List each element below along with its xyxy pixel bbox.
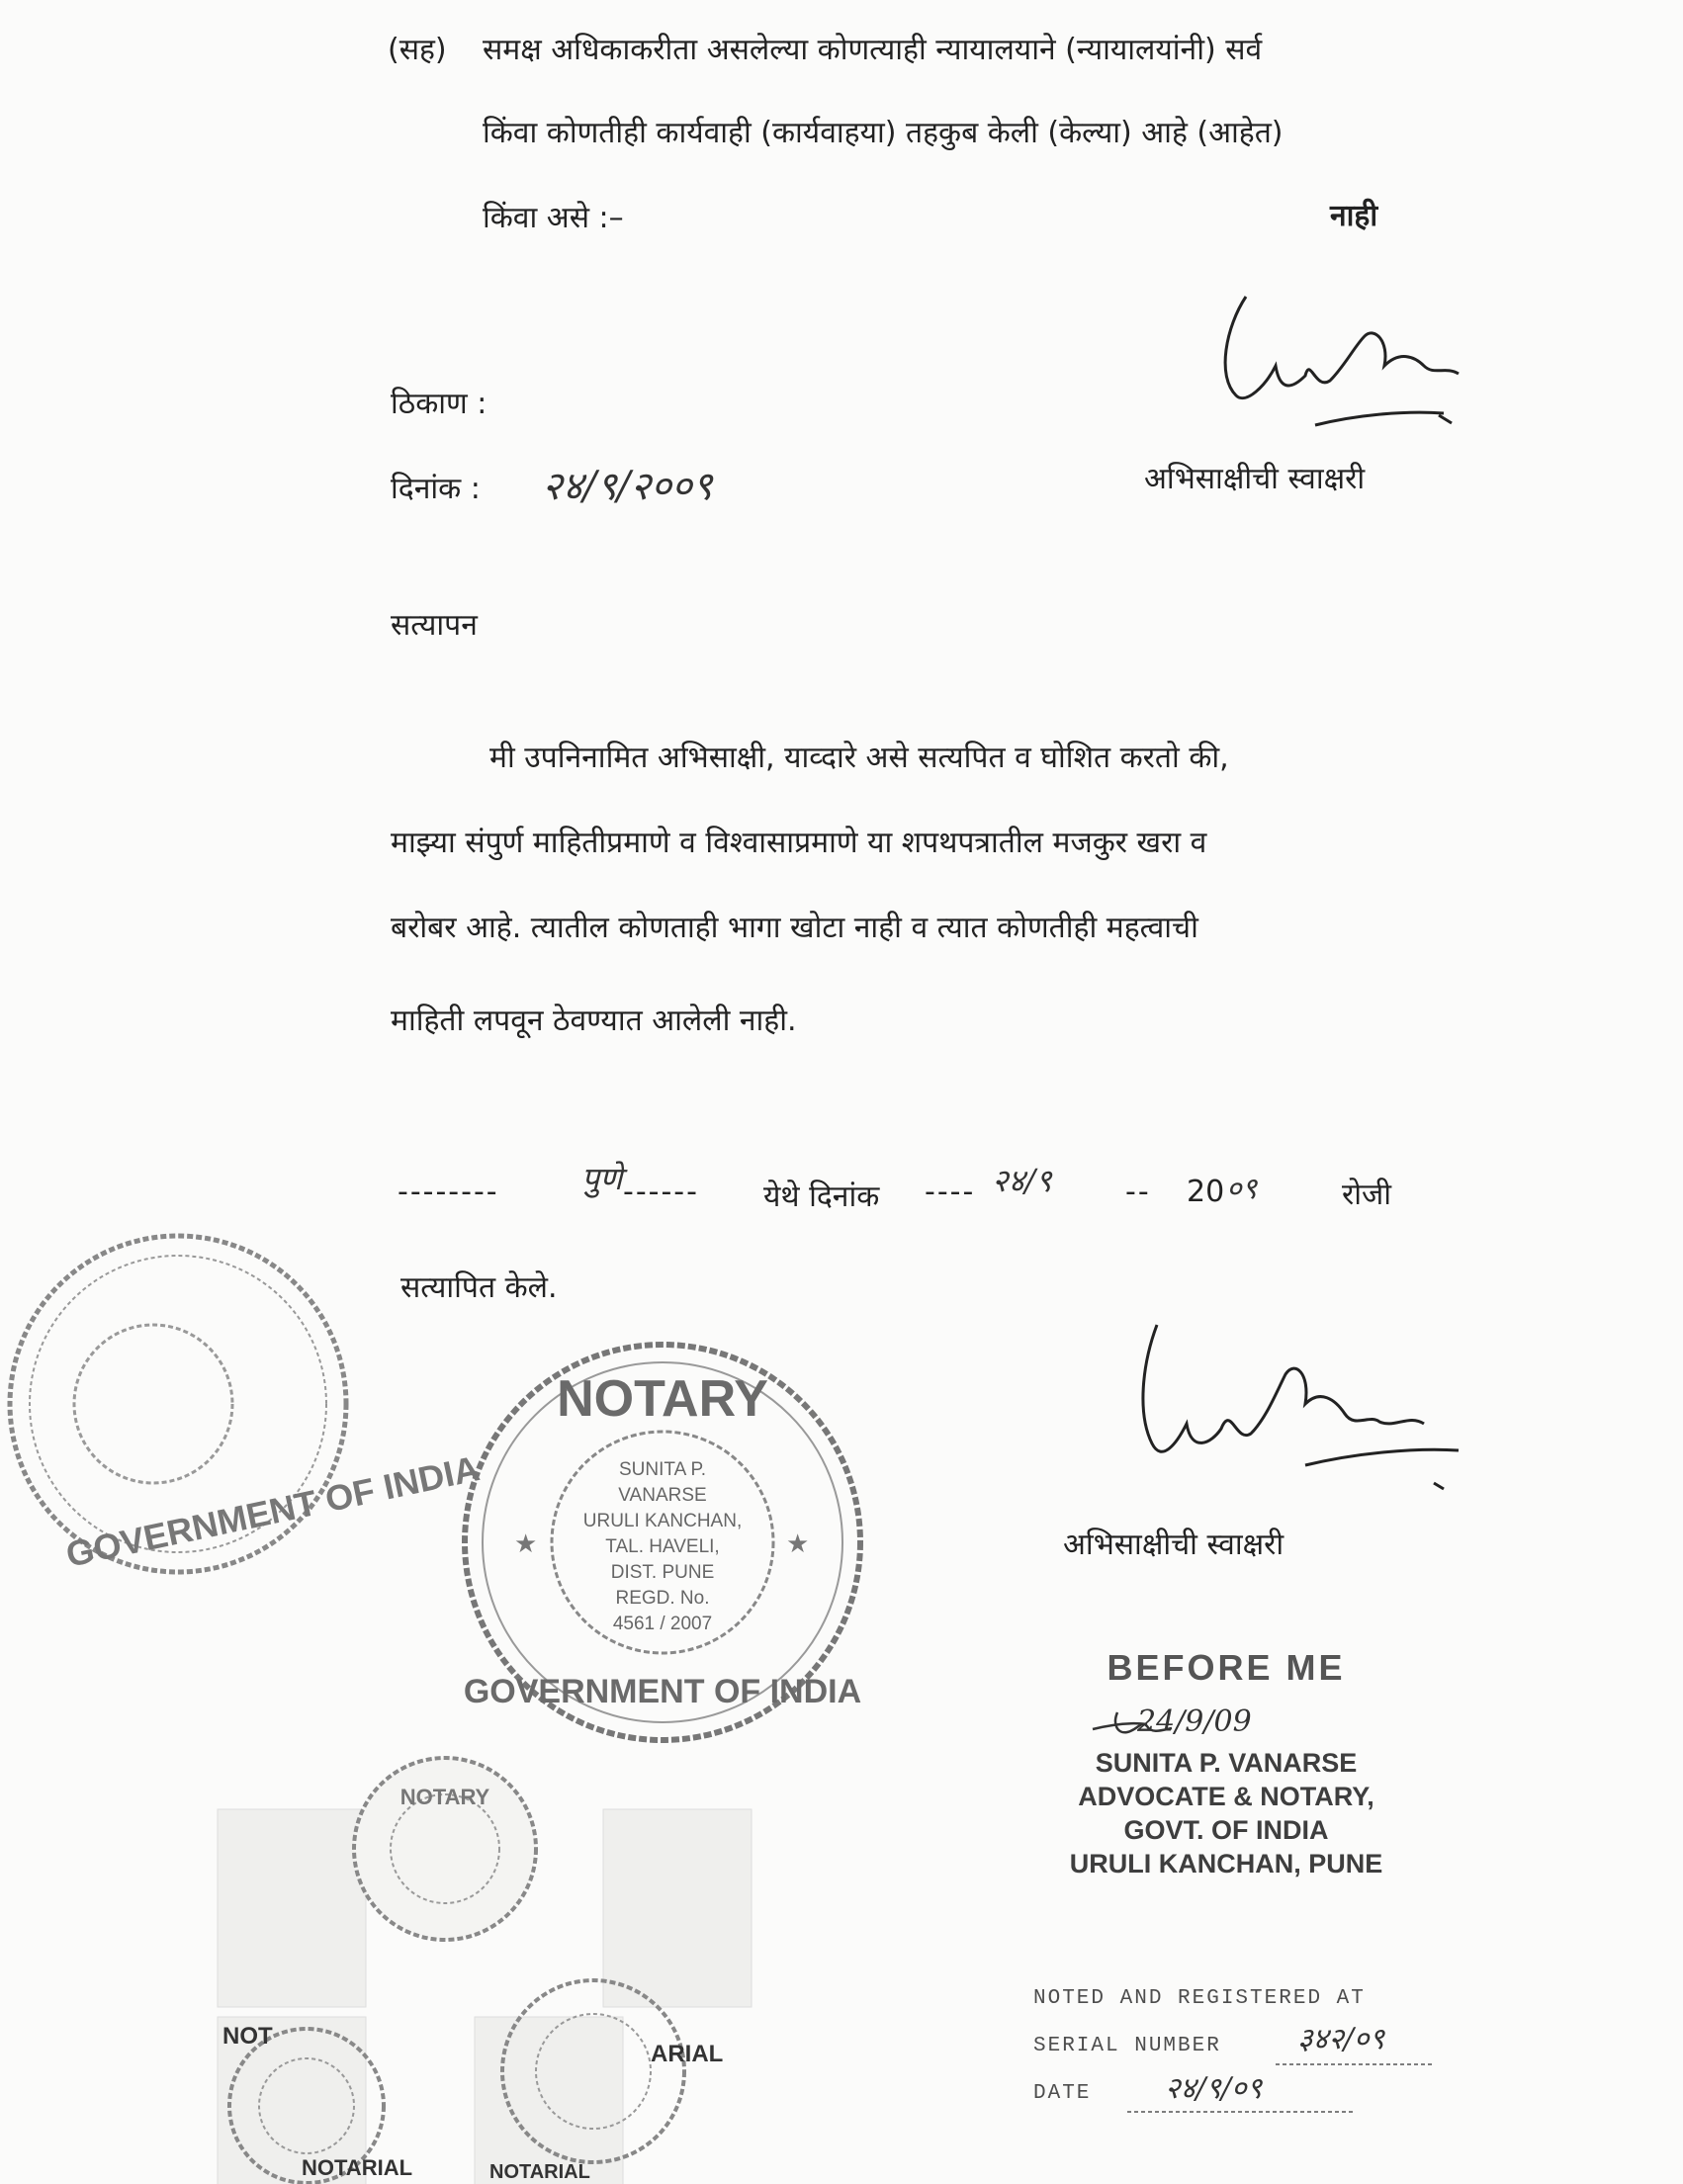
place-dashes-mid: ------	[623, 1175, 699, 1209]
address-label: ठिकाण :	[391, 387, 487, 421]
notary-inner-line-4: TAL. HAVELI,	[605, 1536, 720, 1557]
notary-inner-line-1: SUNITA P.	[619, 1459, 706, 1480]
signature-1	[1187, 267, 1543, 445]
top-line-3: किंवा असे :–	[483, 201, 624, 235]
verification-line-4: माहिती लपवून ठेवण्यात आलेली नाही.	[391, 1004, 797, 1038]
svg-text:★: ★	[786, 1529, 810, 1559]
notary-inner-line-6: REGD. No.	[615, 1588, 710, 1609]
place-date-handwritten: २४/९	[992, 1162, 1052, 1199]
handwritten-date: २४/९/२००९	[542, 464, 713, 509]
place-dashes-left: --------	[398, 1175, 499, 1209]
notary-inner-line-7: 4561 / 2007	[612, 1614, 713, 1634]
notary-name: SUNITA P. VANARSE	[1095, 1748, 1358, 1778]
top-line-2: किंवा कोणतीही कार्यवाही (कार्यवाहया) तहकुब केली (केल्या) आहे (आहेत)	[483, 116, 1284, 150]
verification-heading: सत्यापन	[391, 608, 478, 643]
date-dashes-right: --	[1125, 1175, 1151, 1209]
deponent-signature-label-1: अभिसाक्षीची स्वाक्षरी	[1144, 462, 1366, 496]
ticket-notarial-label-2: NOTARIAL	[489, 2161, 590, 2183]
date-dashes-left: ----	[925, 1175, 976, 1209]
ticket-arial-label: ARIAL	[651, 2041, 724, 2067]
register-heading: NOTED AND REGISTERED AT	[1033, 1987, 1366, 2010]
year-prefix: 20	[1187, 1175, 1225, 1209]
verified-text: सत्यापित केले.	[400, 1270, 558, 1305]
notary-inner-line-3: URULI KANCHAN,	[582, 1511, 743, 1531]
notary-inner-line-2: VANARSE	[618, 1485, 707, 1506]
year-handwritten: ०९	[1226, 1172, 1258, 1206]
place-handwritten: पुणे	[581, 1160, 623, 1197]
small-stamp-top: NOTARY	[399, 1785, 490, 1809]
deponent-signature-label-2: अभिसाक्षीची स्वाक्षरी	[1063, 1528, 1284, 1562]
verification-line-3: बरोबर आहे. त्यातील कोणताही भागा खोटा नाही व त्यात कोणतीही महत्वाची	[391, 911, 1198, 945]
notary-inner-line-5: DIST. PUNE	[610, 1562, 715, 1583]
svg-text:★: ★	[514, 1529, 538, 1559]
before-me-heading: BEFORE ME	[1107, 1647, 1346, 1688]
section-marker: (सह)	[388, 33, 447, 67]
notary-round-stamp	[455, 1335, 870, 1750]
notary-stamp-bottom: GOVERNMENT OF INDIA	[463, 1673, 862, 1710]
notary-govt: GOVT. OF INDIA	[1123, 1815, 1329, 1845]
yethe-dinank: येथे दिनांक	[763, 1179, 880, 1214]
serial-number-label: SERIAL NUMBER	[1033, 2035, 1221, 2057]
register-date-handwritten: २४/९/०९	[1165, 2071, 1263, 2106]
signature-2	[1117, 1305, 1513, 1503]
verification-line-2: माझ्या संपुर्ण माहितीप्रमाणे व विश्वासाप्रमाणे या शपथपत्रातील मजकुर खरा व	[391, 826, 1207, 860]
roji-label: रोजी	[1342, 1178, 1392, 1212]
verification-line-1: मी उपनिनामित अभिसाक्षी, याव्दारे असे सत्यपित व घोशित करतो की,	[489, 741, 1229, 775]
date-label: दिनांक :	[391, 472, 481, 506]
answer-nahi: नाही	[1330, 199, 1378, 233]
notary-signature-date: 24/9/09	[1137, 1704, 1252, 1739]
left-stamp-text: GOVERNMENT OF INDIA	[62, 1447, 484, 1575]
notary-place: URULI KANCHAN, PUNE	[1069, 1849, 1383, 1878]
top-line-1: समक्ष अधिकाकरीता असलेल्या कोणत्याही न्यायालयाने (न्यायालयांनी) सर्व	[483, 33, 1263, 67]
ticket-notarial-label-1: NOTARIAL	[302, 2155, 413, 2180]
register-date-label: DATE	[1033, 2082, 1092, 2105]
ticket-not-label: NOT	[222, 2023, 273, 2050]
notary-title: ADVOCATE & NOTARY,	[1078, 1782, 1374, 1811]
serial-number-handwritten: ३४२/०९	[1297, 2022, 1385, 2056]
register-underline	[1117, 2056, 1434, 2136]
notary-initials	[1088, 1704, 1177, 1744]
notarial-stamp-tickets	[208, 1755, 761, 2180]
notary-stamp-top: NOTARY	[557, 1370, 768, 1428]
